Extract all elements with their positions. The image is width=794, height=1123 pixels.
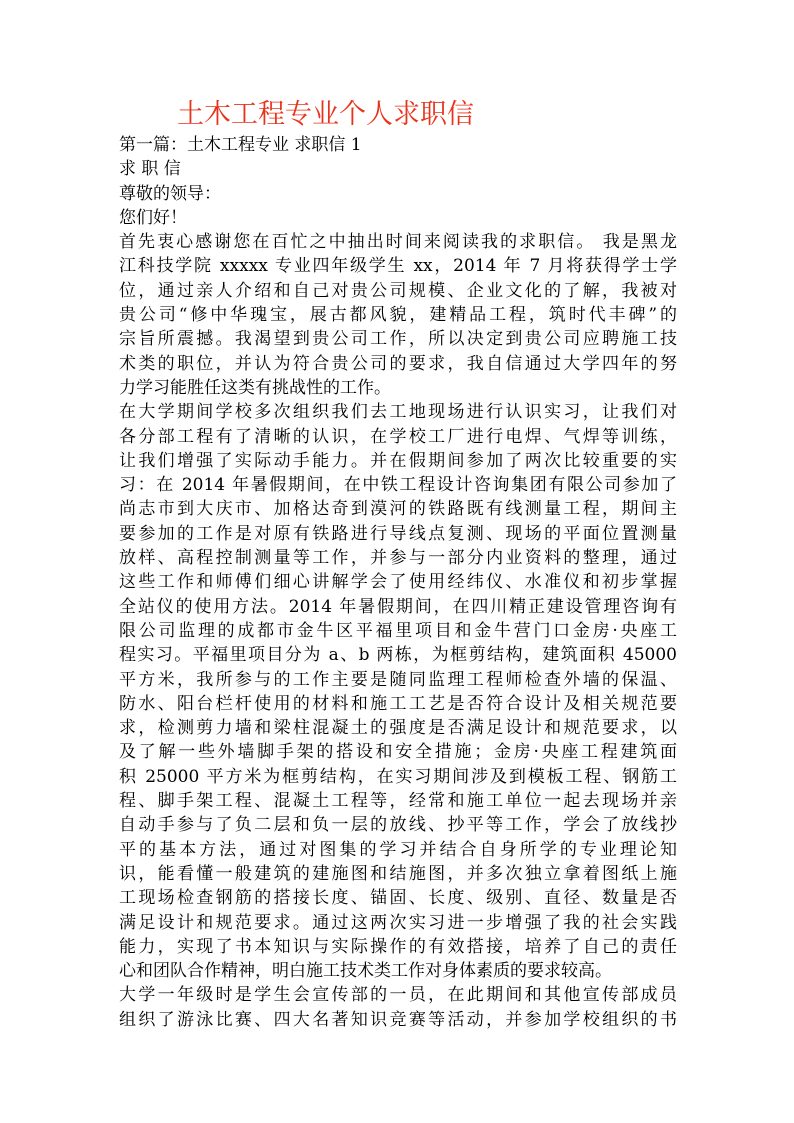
text-line: 防水、阳台栏杆使用的材料和施工工艺是否符合设计及相关规范要 — [119, 693, 677, 714]
document-body — [119, 133, 677, 1032]
text-line: 心和团队合作精神，明白施工技术类工作对身体素质的要求较高。 — [119, 961, 612, 982]
text-line: 全站仪的使用方法。2014 年暑假期间，在四川精正建设管理咨询有 — [119, 596, 677, 617]
text-line: 程实习。平福里项目分为 a、b 两栋，为框剪结构，建筑面积 45000 — [119, 645, 677, 666]
text-line: 程、脚手架工程、混凝土工程等，经常和施工单位一起去现场并亲 — [119, 791, 677, 812]
text-line: 您们好！ — [119, 207, 187, 228]
text-line: 识，能看懂一般建筑的建施图和结施图，并多次独立拿着图纸上施 — [119, 863, 677, 884]
text-line: 首先衷心感谢您在百忙之中抽出时间来阅读我的求职信。 我是黑龙 — [119, 232, 677, 253]
text-line: 尚志市到大庆市、加格达奇到漠河的铁路既有线测量工程，期间主 — [119, 499, 677, 520]
text-line: 放样、高程控制测量等工作，并参与一部分内业资料的整理，通过 — [119, 548, 677, 569]
text-line: 求 职 信 — [119, 159, 181, 180]
text-line: 大学一年级时是学生会宣传部的一员，在此期间和其他宣传部成员 — [119, 985, 677, 1006]
text-line: 工现场检查钢筋的搭接长度、锚固、长度、级别、直径、数量是否 — [119, 888, 677, 909]
text-line: 贵公司“修中华瑰宝，展古都风貌，建精品工程，筑时代丰碑”的 — [119, 305, 677, 326]
text-line: 术类的职位，并认为符合贵公司的要求，我自信通过大学四年的努 — [119, 353, 677, 374]
text-line: 在大学期间学校多次组织我们去工地现场进行认识实习，让我们对 — [119, 402, 677, 423]
text-line: 力学习能胜任这类有挑战性的工作。 — [119, 377, 391, 398]
text-line: 让我们增强了实际动手能力。并在假期间参加了两次比较重要的实 — [119, 450, 677, 471]
text-line: 及了解一些外墙脚手架的搭设和安全措施；金房·央座工程建筑面 — [119, 742, 677, 763]
text-line: 位，通过亲人介绍和自己对贵公司规模、企业文化的了解，我被对 — [119, 280, 677, 301]
text-line: 积 25000 平方米为框剪结构，在实习期间涉及到模板工程、钢筋工 — [119, 766, 677, 787]
text-line: 第一篇：土木工程专业 求职信 1 — [119, 135, 362, 155]
text-line: 限公司监理的成都市金牛区平福里项目和金牛营门口金房·央座工 — [119, 620, 677, 641]
text-line: 习：在 2014 年暑假期间，在中铁工程设计咨询集团有限公司参加了 — [119, 475, 677, 496]
text-line: 满足设计和规范要求。通过这两次实习进一步增强了我的社会实践 — [119, 912, 677, 933]
text-line: 求，检测剪力墙和梁柱混凝土的强度是否满足设计和规范要求，以 — [119, 718, 677, 739]
text-line: 要参加的工作是对原有铁路进行导线点复测、现场的平面位置测量 — [119, 523, 677, 544]
text-line: 各分部工程有了清晰的认识，在学校工厂进行电焊、气焊等训练， — [119, 426, 677, 447]
document-title: 土木工程专业个人求职信 — [177, 99, 474, 130]
text-line: 组织了游泳比赛、四大名著知识竞赛等活动，并参加学校组织的书 — [119, 1009, 677, 1030]
text-line: 能力，实现了书本知识与实际操作的有效搭接，培养了自己的责任 — [119, 936, 677, 957]
text-line: 自动手参与了负二层和负一层的放线、抄平等工作，学会了放线抄 — [119, 815, 677, 836]
text-line: 宗旨所震撼。我渴望到贵公司工作，所以决定到贵公司应聘施工技 — [119, 329, 677, 350]
text-line: 江科技学院 xxxxx 专业四年级学生 xx，2014 年 7 月将获得学士学 — [119, 256, 677, 277]
text-line: 平的基本方法，通过对图集的学习并结合自身所学的专业理论知 — [119, 839, 677, 860]
text-line: 平方米，我所参与的工作主要是随同监理工程师检查外墙的保温、 — [119, 669, 677, 690]
text-line: 尊敬的领导： — [119, 183, 221, 204]
text-line: 这些工作和师傅们细心讲解学会了使用经纬仪、水准仪和初步掌握 — [119, 572, 677, 593]
